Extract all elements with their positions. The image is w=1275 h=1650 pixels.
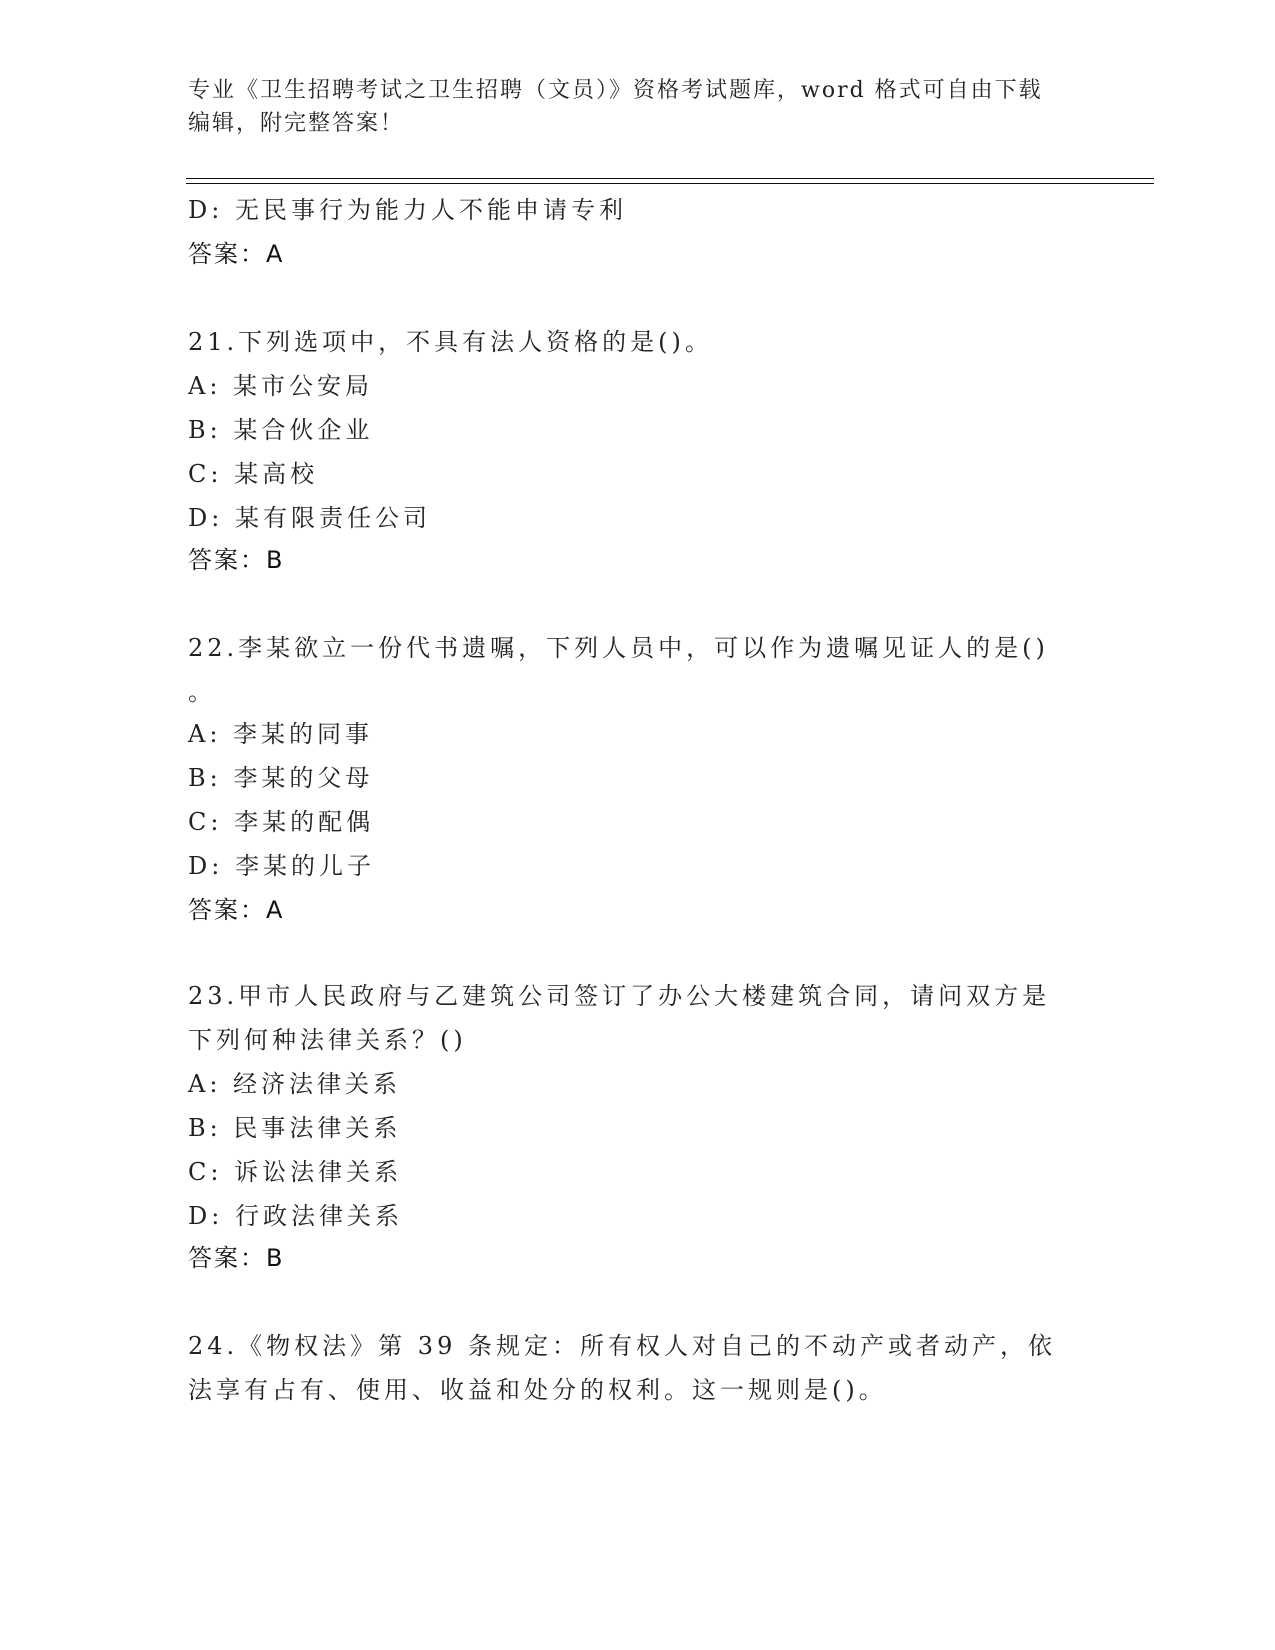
option-c: C: 诉讼法律关系: [188, 1158, 403, 1186]
header-divider-top: [186, 178, 1154, 179]
header-line-2: 编辑，附完整答案！: [188, 111, 405, 136]
answer-line: 答案：A: [188, 240, 285, 268]
question-stem-continued: 。: [188, 678, 216, 706]
option-d: D: 无民事行为能力人不能申请专利: [188, 196, 627, 224]
option-c: C: 某高校: [188, 460, 319, 488]
question-stem: 24.《物权法》第 39 条规定：所有权人对自己的不动产或者动产，依: [188, 1332, 1056, 1360]
header-line-1: 专业《卫生招聘考试之卫生招聘（文员）》资格考试题库，word 格式可自由下载: [188, 78, 1043, 103]
answer-line: 答案：A: [188, 896, 285, 924]
page-header: [188, 74, 1068, 140]
option-d: D: 行政法律关系: [188, 1202, 403, 1230]
question-stem: 23.甲市人民政府与乙建筑公司签订了办公大楼建筑合同，请问双方是: [188, 982, 1051, 1010]
option-a: A: 某市公安局: [188, 372, 374, 400]
question-stem-continued: 法享有占有、使用、收益和处分的权利。这一规则是()。: [188, 1376, 887, 1404]
header-divider-bottom: [186, 183, 1154, 184]
question-stem: 21.下列选项中，不具有法人资格的是()。: [188, 328, 713, 356]
option-c: C: 李某的配偶: [188, 808, 375, 836]
answer-line: 答案：B: [188, 546, 285, 574]
option-a: A: 李某的同事: [188, 720, 374, 748]
option-b: B: 某合伙企业: [188, 416, 374, 444]
option-b: B: 李某的父母: [188, 764, 374, 792]
option-b: B: 民事法律关系: [188, 1114, 402, 1142]
question-stem: 22.李某欲立一份代书遗嘱，下列人员中，可以作为遗嘱见证人的是(): [188, 634, 1049, 662]
option-d: D: 某有限责任公司: [188, 504, 431, 532]
answer-line: 答案：B: [188, 1244, 285, 1272]
question-stem-continued: 下列何种法律关系？(): [188, 1026, 467, 1054]
option-a: A: 经济法律关系: [188, 1070, 402, 1098]
option-d: D: 李某的儿子: [188, 852, 375, 880]
